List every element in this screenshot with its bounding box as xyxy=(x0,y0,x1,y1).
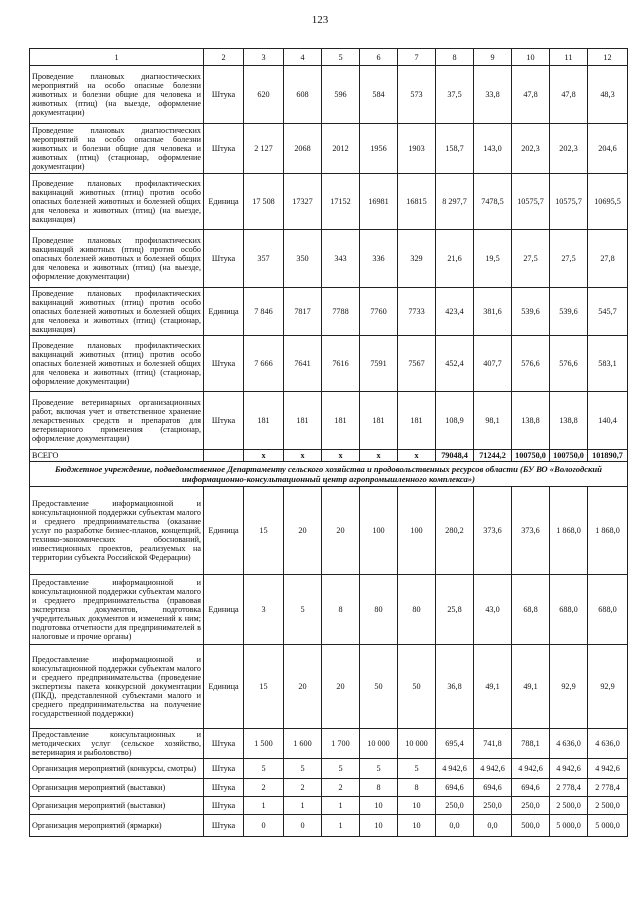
row-value: 4 942,6 xyxy=(474,759,512,779)
row-value: 138,8 xyxy=(550,392,588,450)
row-value: 7 666 xyxy=(244,336,284,392)
row-value: 181 xyxy=(322,392,360,450)
row-value: 1 700 xyxy=(322,729,360,759)
row-value: 43,0 xyxy=(474,575,512,645)
total-value: x xyxy=(360,450,398,462)
row-value: 1 868,0 xyxy=(550,487,588,575)
row-value: 7 846 xyxy=(244,288,284,336)
row-value: 250,0 xyxy=(436,797,474,815)
row-value: 2 778,4 xyxy=(588,779,628,797)
row-value: 539,6 xyxy=(512,288,550,336)
row-value: 20 xyxy=(284,645,322,729)
row-value: 5 xyxy=(284,759,322,779)
total-unit xyxy=(204,450,244,462)
row-unit: Штука xyxy=(204,66,244,124)
total-value: 71244,2 xyxy=(474,450,512,462)
row-description: Организация мероприятий (конкурсы, смотры) xyxy=(30,759,204,779)
row-value: 4 942,6 xyxy=(588,759,628,779)
row-value: 280,2 xyxy=(436,487,474,575)
row-value: 7478,5 xyxy=(474,174,512,230)
row-value: 204,6 xyxy=(588,124,628,174)
total-value: 101890,7 xyxy=(588,450,628,462)
column-number: 12 xyxy=(588,49,628,66)
row-value: 2 xyxy=(284,779,322,797)
row-value: 181 xyxy=(284,392,322,450)
row-value: 20 xyxy=(284,487,322,575)
table-row xyxy=(30,487,628,575)
row-value: 5 000,0 xyxy=(550,815,588,837)
row-value: 10 000 xyxy=(398,729,436,759)
row-description: Организация мероприятий (выставки) xyxy=(30,779,204,797)
row-value: 584 xyxy=(360,66,398,124)
row-value: 143,0 xyxy=(474,124,512,174)
row-value: 1 868,0 xyxy=(588,487,628,575)
row-value: 2068 xyxy=(284,124,322,174)
row-value: 1 xyxy=(244,797,284,815)
row-value: 5 xyxy=(322,759,360,779)
column-number: 11 xyxy=(550,49,588,66)
column-number: 8 xyxy=(436,49,474,66)
row-value: 92,9 xyxy=(550,645,588,729)
row-value: 373,6 xyxy=(474,487,512,575)
row-description: Предоставление информационной и консультационной поддержки субъектам малого и среднего предпринимательства (правовая экспертиза документов, подготовка учредительных документов и изменений к ним; подготовка отчетности для предпринимателей в налоговые и прочие органы) xyxy=(30,575,204,645)
row-value: 10575,7 xyxy=(512,174,550,230)
total-value: x xyxy=(244,450,284,462)
row-value: 140,4 xyxy=(588,392,628,450)
row-unit: Единица xyxy=(204,575,244,645)
row-value: 19,5 xyxy=(474,230,512,288)
row-value: 47,8 xyxy=(512,66,550,124)
row-value: 10 xyxy=(360,797,398,815)
row-value: 350 xyxy=(284,230,322,288)
row-value: 27,5 xyxy=(550,230,588,288)
row-unit: Единица xyxy=(204,174,244,230)
row-value: 10 xyxy=(360,815,398,837)
row-value: 10 000 xyxy=(360,729,398,759)
section-header-row xyxy=(30,462,628,487)
row-value: 741,8 xyxy=(474,729,512,759)
table-row xyxy=(30,230,628,288)
total-value: 100750,0 xyxy=(550,450,588,462)
row-value: 15 xyxy=(244,487,284,575)
row-value: 7788 xyxy=(322,288,360,336)
row-value: 694,6 xyxy=(512,779,550,797)
row-description: Проведение плановых профилактических вакцинаций животных (птиц) против особо опасных болезней животных и болезней общих для человека и животных (птиц) (на выезде, оформление документации) xyxy=(30,230,204,288)
row-unit: Штука xyxy=(204,779,244,797)
row-value: 20 xyxy=(322,487,360,575)
table-row xyxy=(30,815,628,837)
column-number: 1 xyxy=(30,49,204,66)
row-value: 16815 xyxy=(398,174,436,230)
row-value: 7760 xyxy=(360,288,398,336)
row-value: 2 778,4 xyxy=(550,779,588,797)
row-value: 694,6 xyxy=(474,779,512,797)
row-unit: Штука xyxy=(204,124,244,174)
row-value: 500,0 xyxy=(512,815,550,837)
row-unit: Штука xyxy=(204,729,244,759)
row-value: 8 xyxy=(360,779,398,797)
row-value: 788,1 xyxy=(512,729,550,759)
row-value: 4 942,6 xyxy=(436,759,474,779)
row-value: 68,8 xyxy=(512,575,550,645)
row-value: 2012 xyxy=(322,124,360,174)
row-value: 158,7 xyxy=(436,124,474,174)
row-value: 92,9 xyxy=(588,645,628,729)
row-value: 8 297,7 xyxy=(436,174,474,230)
row-value: 138,8 xyxy=(512,392,550,450)
row-description: Организация мероприятий (ярмарки) xyxy=(30,815,204,837)
row-value: 0,0 xyxy=(436,815,474,837)
total-value: x xyxy=(284,450,322,462)
row-unit: Единица xyxy=(204,288,244,336)
row-value: 5 xyxy=(398,759,436,779)
row-value: 17 508 xyxy=(244,174,284,230)
row-value: 10 xyxy=(398,797,436,815)
row-description: Проведение ветеринарных организационных работ, включая учет и ответственное хранение лекарственных средств и препаратов для ветеринарного применения (стационар, оформление документации) xyxy=(30,392,204,450)
row-value: 4 942,6 xyxy=(550,759,588,779)
row-value: 108,9 xyxy=(436,392,474,450)
total-value: x xyxy=(322,450,360,462)
row-value: 573 xyxy=(398,66,436,124)
row-value: 576,6 xyxy=(512,336,550,392)
row-value: 596 xyxy=(322,66,360,124)
row-value: 7567 xyxy=(398,336,436,392)
row-unit: Единица xyxy=(204,487,244,575)
table-row xyxy=(30,336,628,392)
row-value: 100 xyxy=(360,487,398,575)
section-title: Бюджетное учреждение, подведомственное Департаменту сельского хозяйства и продовольственных ресурсов области (БУ ВО «Вологодский информационно-консультационный центр агропромышленного комплекса») xyxy=(30,462,628,487)
row-value: 36,8 xyxy=(436,645,474,729)
row-unit: Штука xyxy=(204,230,244,288)
budget-table xyxy=(29,48,628,837)
row-value: 10695,5 xyxy=(588,174,628,230)
column-number: 7 xyxy=(398,49,436,66)
row-value: 181 xyxy=(398,392,436,450)
table-row xyxy=(30,575,628,645)
column-number-row xyxy=(30,49,628,66)
row-value: 5 xyxy=(284,575,322,645)
row-value: 1903 xyxy=(398,124,436,174)
column-number: 3 xyxy=(244,49,284,66)
row-value: 7733 xyxy=(398,288,436,336)
row-value: 20 xyxy=(322,645,360,729)
row-value: 343 xyxy=(322,230,360,288)
total-label: ВСЕГО xyxy=(30,450,204,462)
row-description: Проведение плановых профилактических вакцинаций животных (птиц) против особо опасных болезней животных и болезней общих для человека и животных (птиц) (на выезде, вакцинация) xyxy=(30,174,204,230)
row-value: 100 xyxy=(398,487,436,575)
row-value: 452,4 xyxy=(436,336,474,392)
row-value: 4 942,6 xyxy=(512,759,550,779)
row-unit: Штука xyxy=(204,392,244,450)
row-value: 50 xyxy=(398,645,436,729)
row-value: 2 500,0 xyxy=(550,797,588,815)
row-value: 407,7 xyxy=(474,336,512,392)
row-value: 2 500,0 xyxy=(588,797,628,815)
row-value: 5 xyxy=(244,759,284,779)
row-value: 0,0 xyxy=(474,815,512,837)
row-value: 4 636,0 xyxy=(588,729,628,759)
row-value: 16981 xyxy=(360,174,398,230)
row-description: Проведение плановых диагностических мероприятий на особо опасные болезни животных и болезни общие для человека и животных (птиц) (стационар, оформление документации) xyxy=(30,124,204,174)
page-number: 123 xyxy=(311,14,329,26)
total-value: x xyxy=(398,450,436,462)
row-value: 15 xyxy=(244,645,284,729)
row-value: 2 127 xyxy=(244,124,284,174)
row-value: 202,3 xyxy=(512,124,550,174)
row-value: 539,6 xyxy=(550,288,588,336)
row-value: 1 600 xyxy=(284,729,322,759)
row-value: 10 xyxy=(398,815,436,837)
column-number: 9 xyxy=(474,49,512,66)
row-value: 1 xyxy=(284,797,322,815)
row-value: 250,0 xyxy=(512,797,550,815)
column-number: 2 xyxy=(204,49,244,66)
row-value: 1 500 xyxy=(244,729,284,759)
row-value: 336 xyxy=(360,230,398,288)
table-row xyxy=(30,729,628,759)
row-unit: Штука xyxy=(204,759,244,779)
row-value: 98,1 xyxy=(474,392,512,450)
row-value: 5 xyxy=(360,759,398,779)
row-unit: Штука xyxy=(204,797,244,815)
row-value: 1 xyxy=(322,815,360,837)
table-body xyxy=(30,49,628,837)
row-value: 688,0 xyxy=(550,575,588,645)
table-row xyxy=(30,797,628,815)
row-value: 688,0 xyxy=(588,575,628,645)
row-value: 381,6 xyxy=(474,288,512,336)
row-value: 357 xyxy=(244,230,284,288)
column-number: 4 xyxy=(284,49,322,66)
row-value: 4 636,0 xyxy=(550,729,588,759)
row-value: 202,3 xyxy=(550,124,588,174)
row-value: 181 xyxy=(360,392,398,450)
table-row xyxy=(30,645,628,729)
row-value: 50 xyxy=(360,645,398,729)
table-row xyxy=(30,124,628,174)
row-value: 27,5 xyxy=(512,230,550,288)
row-value: 48,3 xyxy=(588,66,628,124)
table-row xyxy=(30,174,628,230)
row-description: Предоставление информационной и консультационной поддержки субъектам малого и среднего предпринимательства (оказание услуг по разработке бизнес-планов, концепций, технико-экономических обоснований, инвестиционных проектов, реализуемых на территории субъекта Российской Федерации) xyxy=(30,487,204,575)
column-number: 5 xyxy=(322,49,360,66)
row-value: 27,8 xyxy=(588,230,628,288)
row-description: Проведение плановых профилактических вакцинаций животных (птиц) против особо опасных болезней животных и болезней общих для человека и животных (птиц) (стационар, оформление документации) xyxy=(30,336,204,392)
table-row xyxy=(30,66,628,124)
row-value: 1 xyxy=(322,797,360,815)
row-unit: Единица xyxy=(204,645,244,729)
row-value: 37,5 xyxy=(436,66,474,124)
row-value: 2 xyxy=(244,779,284,797)
row-description: Проведение плановых диагностических мероприятий на особо опасные болезни животных и болезни общие для человека и животных (птиц) (на выезде, оформление документации) xyxy=(30,66,204,124)
table-row xyxy=(30,288,628,336)
row-value: 17327 xyxy=(284,174,322,230)
row-value: 10575,7 xyxy=(550,174,588,230)
row-value: 0 xyxy=(244,815,284,837)
row-value: 49,1 xyxy=(474,645,512,729)
row-value: 1956 xyxy=(360,124,398,174)
row-description: Проведение плановых профилактических вакцинаций животных (птиц) против особо опасных болезней животных и болезней общих для человека и животных (птиц) (стационар, вакцинация) xyxy=(30,288,204,336)
row-value: 8 xyxy=(398,779,436,797)
row-value: 7817 xyxy=(284,288,322,336)
row-value: 329 xyxy=(398,230,436,288)
row-value: 373,6 xyxy=(512,487,550,575)
row-value: 695,4 xyxy=(436,729,474,759)
row-value: 7616 xyxy=(322,336,360,392)
row-value: 181 xyxy=(244,392,284,450)
row-value: 17152 xyxy=(322,174,360,230)
row-value: 33,8 xyxy=(474,66,512,124)
row-value: 0 xyxy=(284,815,322,837)
row-value: 5 000,0 xyxy=(588,815,628,837)
row-value: 620 xyxy=(244,66,284,124)
row-value: 7591 xyxy=(360,336,398,392)
row-value: 423,4 xyxy=(436,288,474,336)
total-value: 79048,4 xyxy=(436,450,474,462)
row-value: 576,6 xyxy=(550,336,588,392)
table-row xyxy=(30,759,628,779)
row-value: 608 xyxy=(284,66,322,124)
row-value: 545,7 xyxy=(588,288,628,336)
table-row xyxy=(30,392,628,450)
row-value: 25,8 xyxy=(436,575,474,645)
row-value: 47,8 xyxy=(550,66,588,124)
row-value: 2 xyxy=(322,779,360,797)
row-value: 21,6 xyxy=(436,230,474,288)
row-value: 583,1 xyxy=(588,336,628,392)
total-row xyxy=(30,450,628,462)
row-description: Предоставление консультационных и методических услуг (сельское хозяйство, ветеринария и рыболовство) xyxy=(30,729,204,759)
row-description: Организация мероприятий (выставки) xyxy=(30,797,204,815)
row-value: 49,1 xyxy=(512,645,550,729)
row-value: 8 xyxy=(322,575,360,645)
table-row xyxy=(30,779,628,797)
total-value: 100750,0 xyxy=(512,450,550,462)
row-value: 80 xyxy=(398,575,436,645)
row-value: 694,6 xyxy=(436,779,474,797)
row-value: 80 xyxy=(360,575,398,645)
row-value: 7641 xyxy=(284,336,322,392)
row-value: 3 xyxy=(244,575,284,645)
row-description: Предоставление информационной и консультационной поддержки субъектам малого и среднего предпринимательства (проведение экспертизы пакета конкурсной документации (ПКД), представленной субъектами малого и среднего предпринимательства на получение государственной поддержки) xyxy=(30,645,204,729)
column-number: 6 xyxy=(360,49,398,66)
row-unit: Штука xyxy=(204,336,244,392)
column-number: 10 xyxy=(512,49,550,66)
row-unit: Штука xyxy=(204,815,244,837)
row-value: 250,0 xyxy=(474,797,512,815)
